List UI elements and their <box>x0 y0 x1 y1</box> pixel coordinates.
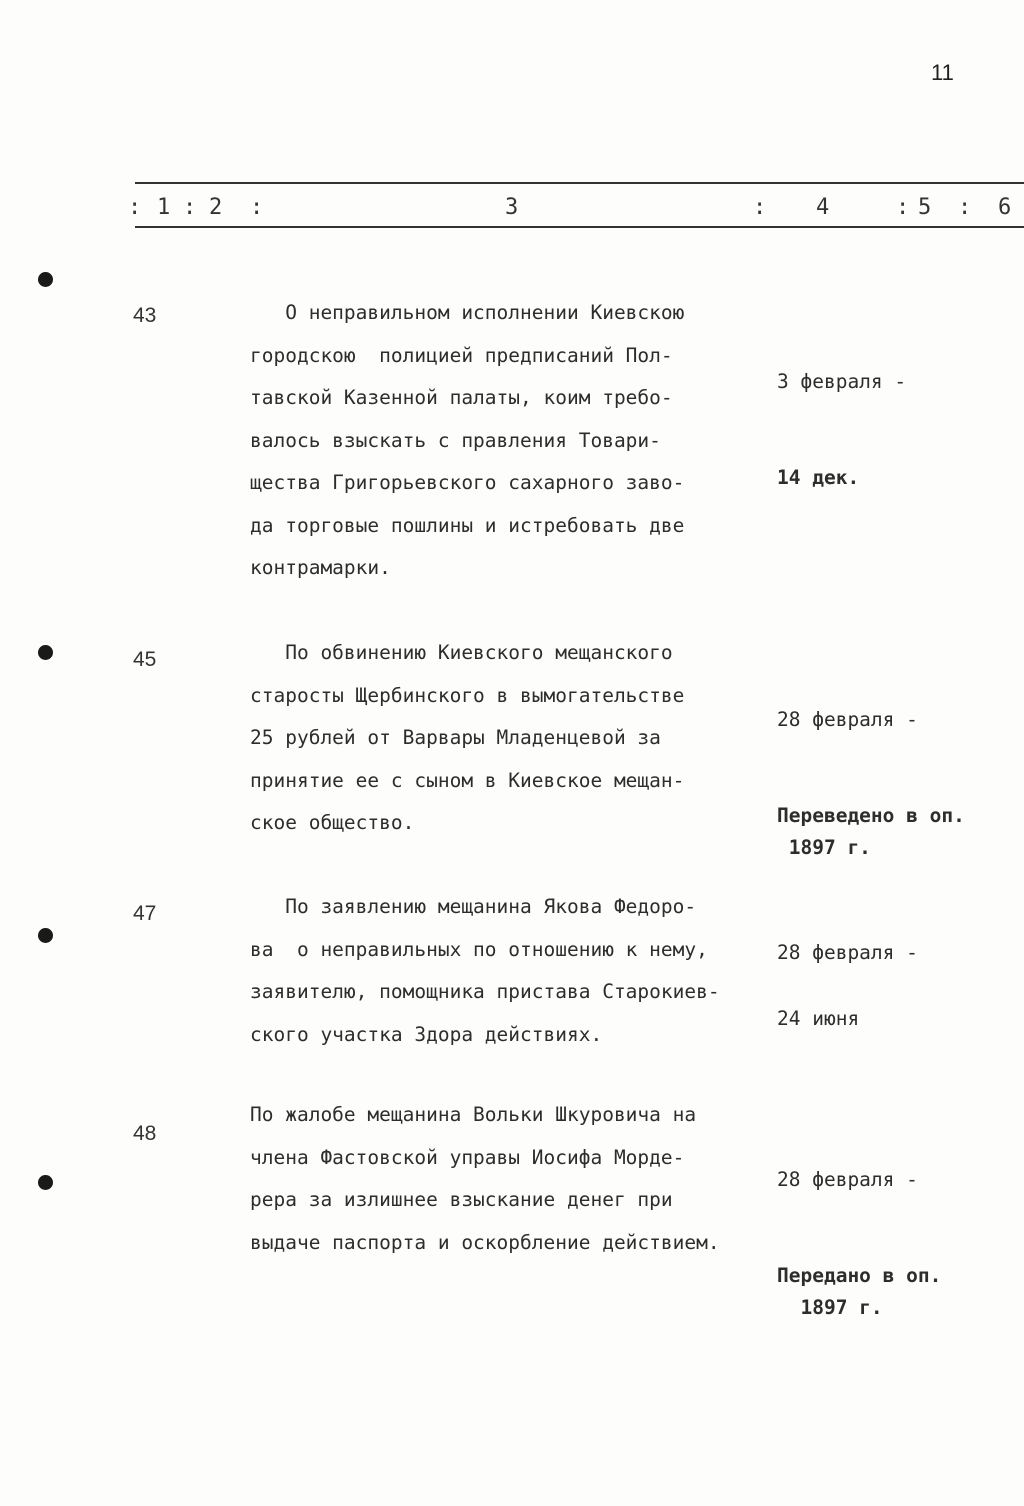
header-rule-bottom <box>135 226 1024 228</box>
column-header-4: 4 <box>816 195 830 220</box>
entry-dates <box>777 640 1017 928</box>
date-end: Переведено в оп. 1897 г. <box>777 804 965 859</box>
column-header-2: 2 <box>209 195 223 220</box>
binding-hole <box>38 928 53 943</box>
date-end: Передано в оп. 1897 г. <box>777 1264 942 1319</box>
entry-description: О неправильном исполнении Киевскою городскою полицией предписаний Пол- тавской Казенной палаты, коим требо- валось взыскать с правления Товари- щества Григорьевского сахарного заво- да торговые пошлины и истребовать две контрамарки. <box>250 301 685 579</box>
entry-number: 48 <box>133 1122 157 1145</box>
column-separator: : <box>896 195 910 220</box>
entry-description: По заявлению мещанина Якова Федоро- ва о неправильных по отношению к нему, заявителю, помощника пристава Старокиев- ского участка Здора действиях. <box>250 895 720 1046</box>
column-header-3: 3 <box>505 195 519 220</box>
binding-hole <box>38 645 53 660</box>
date-end: 14 дек. <box>777 466 860 489</box>
page-number: 11 <box>931 60 954 85</box>
column-header-1: 1 <box>157 195 171 220</box>
date-start: 28 февраля - <box>777 941 918 964</box>
column-header-6: 6 <box>998 195 1012 220</box>
date-end: 24 июня <box>777 1007 860 1030</box>
date-start: 28 февраля - <box>777 1168 918 1191</box>
entry-number: 43 <box>133 304 157 327</box>
entry-dates <box>777 898 1017 1074</box>
entry-description: По обвинению Киевского мещанского старосты Щербинского в вымогательстве 25 рублей от Варвары Младенцевой за принятие ее с сыном в Киевское мещан- ское общество. <box>250 641 685 834</box>
column-separator: : <box>128 195 142 220</box>
entry-dates <box>777 302 1017 558</box>
entry-number: 47 <box>133 902 157 925</box>
column-separator: : <box>753 195 767 220</box>
header-rule-top <box>135 182 1024 184</box>
date-start: 28 февраля - <box>777 708 918 731</box>
column-header-5: 5 <box>918 195 932 220</box>
date-start: 3 февраля - <box>777 370 907 393</box>
binding-hole <box>38 272 53 287</box>
column-separator: : <box>183 195 197 220</box>
entry-description: По жалобе мещанина Вольки Шкуровича на члена Фастовской управы Иосифа Морде- рера за излишнее взыскание денег при выдаче паспорта и оскорбление действием. <box>250 1103 720 1254</box>
entry-number: 45 <box>133 648 157 671</box>
column-separator: : <box>250 195 264 220</box>
entry-dates <box>777 1100 1017 1388</box>
column-separator: : <box>958 195 972 220</box>
binding-hole <box>38 1175 53 1190</box>
